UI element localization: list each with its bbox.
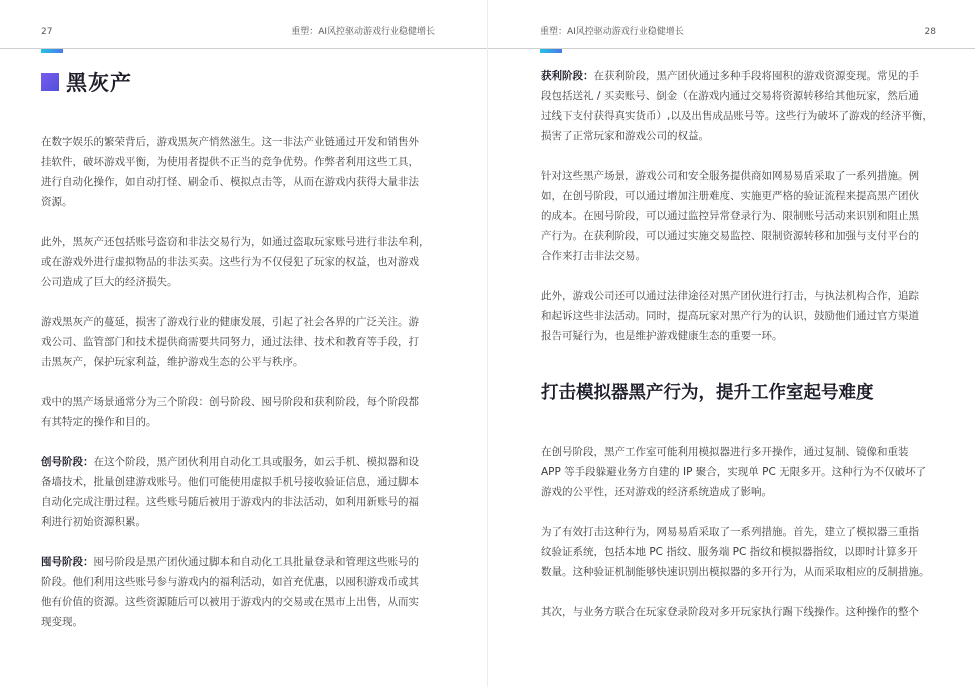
text-line: 和起诉这些非法活动。同时，提高玩家对黑产行为的认识，鼓励他们通过官方渠道: [541, 310, 919, 322]
text-line: 或在游戏外进行虚拟物品的非法买卖。这些行为不仅侵犯了玩家的权益，也对游戏: [41, 256, 419, 268]
text-line: 戏中的黑产场景通常分为三个阶段：创号阶段、囤号阶段和获利阶段，每个阶段都: [41, 396, 419, 408]
text-line: 击黑灰产，保护玩家利益，维护游戏生态的公平与秩序。: [41, 356, 304, 368]
paragraph: [541, 286, 919, 346]
text-line: 备墙技术，批量创建游戏账号。他们可能使用虚拟手机号接收验证信息，通过脚本: [41, 476, 419, 488]
text-line: 报告可疑行为，也是维护游戏健康生态的重要一环。: [541, 330, 783, 342]
paragraph: [41, 312, 419, 372]
text-line: 阶段。他们利用这些账号参与游戏内的福利活动，如首充优惠，以囤积游戏币或其: [41, 576, 419, 588]
paragraph: [541, 66, 933, 146]
paragraph: [41, 452, 419, 532]
text-line: 为了有效打击这种行为，网易易盾采取了一系列措施。首先，建立了模拟器三重指: [541, 526, 919, 538]
text-line: 合作来打击非法交易。: [541, 250, 646, 262]
subsection-title: 打击模拟器黑产行为，提升工作室起号难度: [541, 383, 874, 403]
paragraph: [541, 522, 930, 582]
paragraph: [41, 392, 419, 432]
text-line: 纹验证系统，包括本地 PC 指纹、服务端 PC 指纹和模拟器指纹，以即时计算多开: [541, 546, 918, 558]
text-line: 资源。: [41, 196, 73, 208]
text-line: 段包括送礼 / 买卖账号、倒金（在游戏内通过交易将资源转移给其他玩家，然后通: [541, 90, 919, 102]
running-title: 重塑：AI风控驱动游戏行业稳健增长: [291, 27, 435, 37]
text-line: 过线下支付获得真实货币）,以及出售成品账号等。这些行为破坏了游戏的经济平衡，: [541, 110, 933, 122]
lead-term: 创号阶段：: [41, 456, 94, 468]
text-line: 此外，游戏公司还可以通过法律途径对黑产团伙进行打击，与执法机构合作，追踪: [541, 290, 919, 302]
text-line: [41, 452, 419, 472]
text-line: 在创号阶段，黑产工作室可能利用模拟器进行多开操作，通过复制、镜像和重装: [541, 446, 909, 458]
text-line: [541, 66, 933, 86]
left-page: [0, 0, 487, 687]
section-title: 黑灰产: [66, 71, 132, 95]
paragraph: [541, 166, 919, 266]
running-title: 重塑：AI风控驱动游戏行业稳健增长: [540, 27, 684, 37]
text-line: 损害了正常玩家和游戏公司的权益。: [541, 130, 709, 142]
text-line: 数量。这种验证机制能够快速识别出模拟器的多开行为，从而采取相应的反制措施。: [541, 566, 930, 578]
text-line: 有其特定的操作和目的。: [41, 416, 157, 428]
heading-square-icon: [41, 73, 59, 91]
text-line: 自动化完成注册过程。这些账号随后被用于游戏内的非法活动，如利用新账号的福: [41, 496, 419, 508]
text-line: 公司造成了巨大的经济损失。: [41, 276, 178, 288]
text-line: 产行为。在获利阶段，可以通过实施交易监控、限制资源转移和加强与支付平台的: [541, 230, 919, 242]
text-line: 戏公司、监管部门和技术提供商需要共同努力，通过法律、技术和教育等手段，打: [41, 336, 419, 348]
text-line: 的成本。在囤号阶段，可以通过监控异常登录行为、限制账号活动来识别和阻止黑: [541, 210, 919, 222]
paragraph: [41, 552, 419, 632]
text-line-rest: 在获利阶段，黑产团伙通过多种手段将囤积的游戏资源变现。常见的手: [593, 70, 919, 82]
header-rule: [0, 48, 487, 49]
section-heading: [41, 68, 132, 96]
paragraph: [541, 442, 926, 502]
lead-term: 囤号阶段：: [41, 556, 94, 568]
text-line-rest: 囤号阶段是黑产团伙通过脚本和自动化工具批量登录和管理这些账号的: [93, 556, 419, 568]
text-line: 他有价值的资源。这些资源随后可以被用于游戏内的交易或在黑市上出售，从而实: [41, 596, 419, 608]
lead-term: 获利阶段：: [541, 70, 594, 82]
text-line: 现变现。: [41, 616, 83, 628]
paragraph: [41, 132, 419, 212]
page-number: 27: [41, 27, 53, 37]
text-line: 利进行初始资源积累。: [41, 516, 146, 528]
text-line-rest: 在这个阶段，黑产团伙利用自动化工具或服务，如云手机、模拟器和设: [93, 456, 419, 468]
page-number: 28: [924, 27, 936, 37]
paragraph: [541, 602, 919, 622]
right-page: [488, 0, 975, 687]
text-line: 挂软件，破坏游戏平衡，为使用者提供不正当的竞争优势。作弊者利用这些工具，: [41, 156, 419, 168]
text-line: 此外，黑灰产还包括账号盗窃和非法交易行为，如通过盗取玩家账号进行非法牟利，: [41, 236, 430, 248]
text-line: 如，在创号阶段，可以通过增加注册难度、实施更严格的验证流程来提高黑产团伙: [541, 190, 919, 202]
header-accent-bar: [540, 49, 562, 53]
text-line: 游戏的公平性，还对游戏的经济系统造成了影响。: [541, 486, 772, 498]
text-line: 进行自动化操作，如自动打怪、刷金币、模拟点击等，从而在游戏内获得大量非法: [41, 176, 419, 188]
text-line: 在数字娱乐的繁荣背后，游戏黑灰产悄然滋生。这一非法产业链通过开发和销售外: [41, 136, 419, 148]
text-line: [41, 552, 419, 572]
text-line: 其次，与业务方联合在玩家登录阶段对多开玩家执行踢下线操作。这种操作的整个: [541, 606, 919, 618]
header-accent-bar: [41, 49, 63, 53]
text-line: APP 等手段躲避业务方自建的 IP 聚合，实现单 PC 无限多开。这种行为不仅破坏了: [541, 466, 927, 478]
text-line: 游戏黑灰产的蔓延，损害了游戏行业的健康发展，引起了社会各界的广泛关注。游: [41, 316, 419, 328]
paragraph: [41, 232, 430, 292]
text-line: 针对这些黑产场景，游戏公司和安全服务提供商如网易易盾采取了一系列措施。例: [541, 170, 919, 182]
